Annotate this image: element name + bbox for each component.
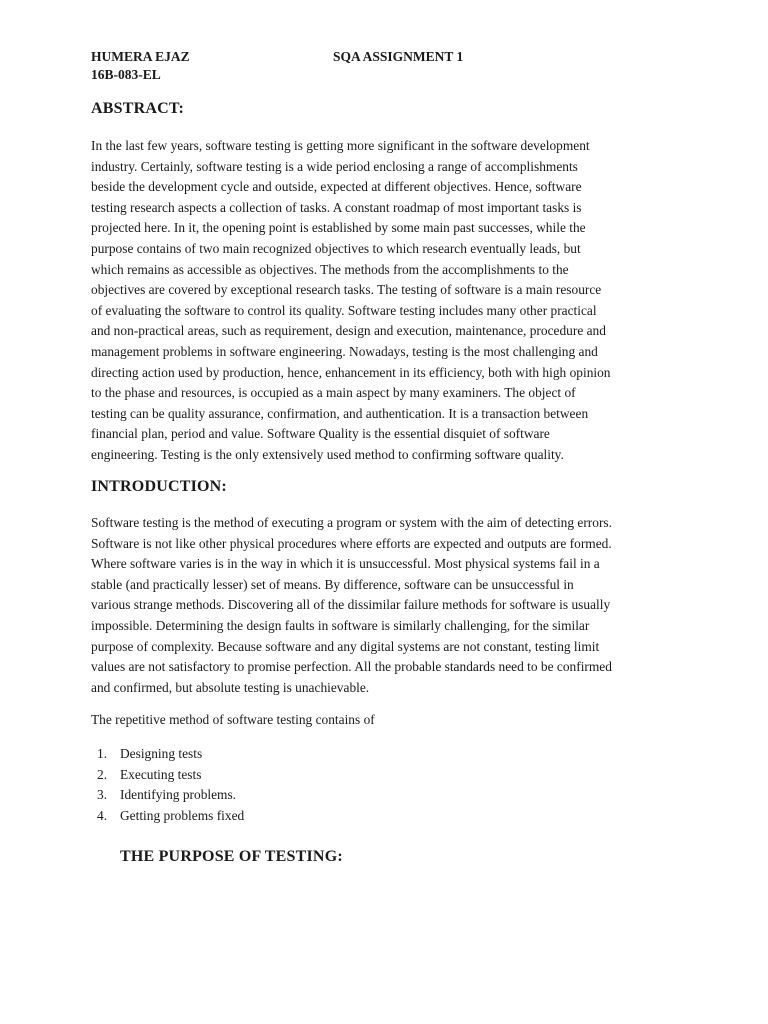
abstract-heading: ABSTRACT: xyxy=(91,100,185,117)
introduction-paragraph xyxy=(91,513,681,698)
list-item-number: 1. xyxy=(97,746,108,761)
list-item xyxy=(91,806,244,827)
introduction-line: Software testing is the method of executing a program or system with the aim of detecting errors. xyxy=(91,515,612,530)
abstract-line: financial plan, period and value. Software Quality is the essential disquiet of software xyxy=(91,426,550,442)
abstract-line: testing research aspects a collection of tasks. A constant roadmap of most important tasks is xyxy=(91,199,582,215)
introduction-line: impossible. Determining the design faults in software is similarly challenging, for the similar xyxy=(91,617,590,633)
abstract-line: of evaluating the software to control its quality. Software testing includes many other practical xyxy=(91,302,597,318)
abstract-line: directing action used by production, hence, enhancement in its efficiency, both with high opinion xyxy=(91,364,611,380)
introduction-line: Software is not like other physical procedures where efforts are expected and outputs are formed. xyxy=(91,535,612,551)
testing-steps-list xyxy=(91,744,244,826)
abstract-line: projected here. In it, the opening point is established by some main past successes, while the xyxy=(91,220,586,236)
abstract-line: which remains as accessible as objectives. The methods from the accomplishments to the xyxy=(91,261,569,277)
introduction-heading: INTRODUCTION: xyxy=(91,478,227,495)
introduction-line: values are not satisfactory to promise perfection. All the probable standards need to be confirmed xyxy=(91,659,612,675)
author-name: HUMERA EJAZ xyxy=(91,49,190,64)
introduction-line: and confirmed, but absolute testing is unachievable. xyxy=(91,679,370,695)
list-item-number: 2. xyxy=(97,766,108,782)
list-item xyxy=(91,765,244,786)
abstract-line: industry. Certainly, software testing is a wide period enclosing a range of accomplishments xyxy=(91,158,578,174)
abstract-line: In the last few years, software testing is getting more significant in the software development xyxy=(91,138,590,153)
abstract-line: and non-practical areas, such as requirement, design and execution, maintenance, procedure and xyxy=(91,323,606,339)
list-item-text: Designing tests xyxy=(120,746,203,761)
list-item xyxy=(91,744,244,765)
introduction-line: purpose of complexity. Because software and any digital systems are not constant, testing limit xyxy=(91,638,600,654)
abstract-line: to the phase and resources, is occupied as a main aspect by many examiners. The object of xyxy=(91,385,576,401)
purpose-heading: THE PURPOSE OF TESTING: xyxy=(120,848,343,865)
abstract-line: testing can be quality assurance, confirmation, and authentication. It is a transaction between xyxy=(91,405,589,421)
introduction-line: various strange methods. Discovering all of the dissimilar failure methods for software is usually xyxy=(91,597,611,613)
list-item-number: 4. xyxy=(97,807,108,823)
abstract-line: management problems in software engineering. Nowadays, testing is the most challenging and xyxy=(91,343,598,359)
list-item-text: Getting problems fixed xyxy=(120,807,245,823)
list-item-number: 3. xyxy=(97,787,108,803)
introduction-line: Where software varies is in the way in which it is unsuccessful. Most physical systems fail in a xyxy=(91,556,600,572)
assignment-title: SQA ASSIGNMENT 1 xyxy=(333,49,464,64)
abstract-paragraph xyxy=(91,136,681,466)
abstract-line: objectives are covered by exceptional research tasks. The testing of software is a main resource xyxy=(91,282,602,298)
abstract-line: engineering. Testing is the only extensively used method to confirming software quality. xyxy=(91,446,564,462)
author-block xyxy=(91,48,190,84)
introduction-line: stable (and practically lesser) set of means. By difference, software can be unsuccessful in xyxy=(91,576,574,592)
abstract-line: purpose contains of two main recognized objectives to which research eventually leads, but xyxy=(91,240,581,256)
list-item-text: Executing tests xyxy=(120,766,202,782)
list-item xyxy=(91,785,244,806)
list-intro: The repetitive method of software testing contains of xyxy=(91,712,375,727)
student-id: 16B-083-EL xyxy=(91,67,161,82)
list-item-text: Identifying problems. xyxy=(120,787,237,803)
abstract-line: beside the development cycle and outside, expected at different objectives. Hence, software xyxy=(91,179,582,195)
